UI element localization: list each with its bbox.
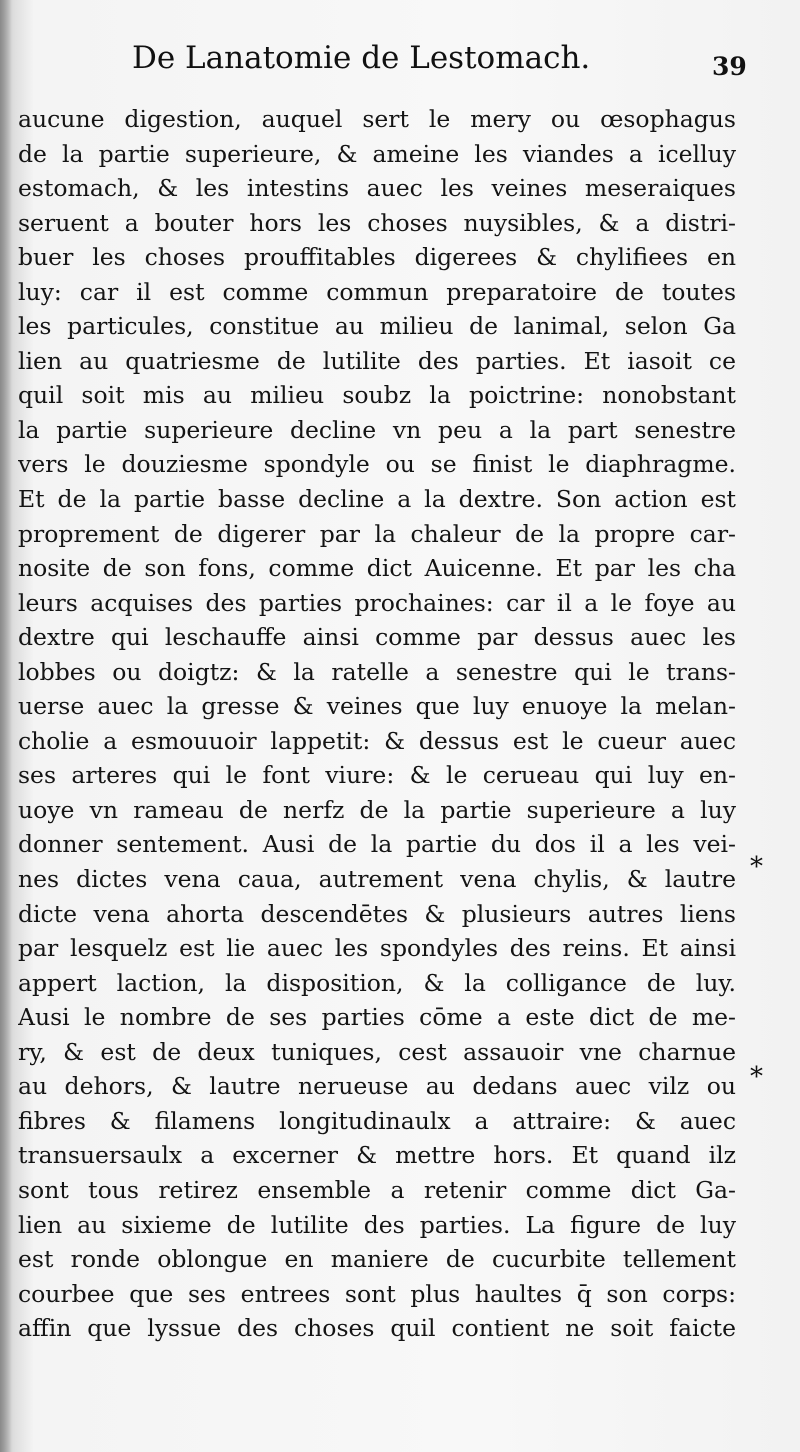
text-line: fibres & filamens longitudinaulx a attraire: & auec xyxy=(18,1106,736,1135)
text-line: est ronde oblongue en maniere de cucurbite tellement xyxy=(18,1245,736,1274)
text-line: dicte vena ahorta descendētes & plusieurs autres liens xyxy=(18,899,736,928)
text-line: cholie a esmouuoir lappetit: & dessus est le cueur auec xyxy=(18,726,736,755)
text-line: sont tous retirez ensemble a retenir comme dict Ga- xyxy=(18,1175,736,1204)
text-line: leurs acquises des parties prochaines: car il a le foye au xyxy=(18,588,736,617)
text-line: Ausi le nombre de ses parties cōme a este dict de me- xyxy=(18,1003,736,1032)
text-line: la partie superieure decline vn peu a la part senestre xyxy=(18,415,736,444)
text-line: les particules, constitue au milieu de lanimal, selon Ga xyxy=(18,312,736,341)
text-line: Et de la partie basse decline a la dextre. Son action est xyxy=(18,485,736,514)
text-line: lien au quatriesme de lutilite des parties. Et iasoit ce xyxy=(18,346,736,375)
text-line: au dehors, & lautre nerueuse au dedans auec vilz ou xyxy=(18,1072,736,1101)
text-line: uerse auec la gresse & veines que luy enuoye la melan- xyxy=(18,692,736,721)
text-line: luy: car il est comme commun preparatoire de toutes xyxy=(18,277,736,306)
text-line: lobbes ou doigtz: & la ratelle a senestre qui le trans- xyxy=(18,657,736,686)
margin-asterisk-mark: * xyxy=(750,1062,763,1092)
text-line: par lesquelz est lie auec les spondyles des reins. Et ainsi xyxy=(18,934,736,963)
body-text-block xyxy=(18,102,736,1346)
text-line: quil soit mis au milieu soubz la poictrine: nonobstant xyxy=(18,381,736,410)
text-line: buer les choses prouffitables digerees & chylifiees en xyxy=(18,243,736,272)
text-line: lien au sixieme de lutilite des parties. La figure de luy xyxy=(18,1210,736,1239)
page-number: 39 xyxy=(712,52,747,81)
text-line: ses arteres qui le font viure: & le cerueau qui luy en- xyxy=(18,761,736,790)
text-line: vers le douziesme spondyle ou se finist le diaphragme. xyxy=(18,450,736,479)
text-line: courbee que ses entrees sont plus haultes q̄ son corps: xyxy=(18,1279,736,1308)
margin-asterisk-mark: * xyxy=(750,852,763,882)
text-line: ry, & est de deux tuniques, cest assauoir vne charnue xyxy=(18,1037,736,1066)
text-line: transuersaulx a excerner & mettre hors. Et quand ilz xyxy=(18,1141,736,1170)
text-line: proprement de digerer par la chaleur de la propre car- xyxy=(18,519,736,548)
text-line: aucune digestion, auquel sert le mery ou œsophagus xyxy=(18,105,736,133)
running-title: De Lanatomie de Lestomach. xyxy=(132,40,591,76)
text-line: uoye vn rameau de nerfz de la partie superieure a luy xyxy=(18,795,736,824)
text-line: nes dictes vena caua, autrement vena chylis, & lautre xyxy=(18,865,736,894)
text-line: nosite de son fons, comme dict Auicenne. Et par les cha xyxy=(18,554,736,583)
text-line: estomach, & les intestins auec les veines meseraiques xyxy=(18,174,736,203)
page-gutter-shadow xyxy=(0,0,12,1452)
text-line: seruent a bouter hors les choses nuysibles, & a distri- xyxy=(18,208,736,237)
text-line: dextre qui leschauffe ainsi comme par dessus auec les xyxy=(18,623,736,652)
text-line: de la partie superieure, & ameine les viandes a icelluy xyxy=(18,139,736,168)
text-line: affin que lyssue des choses quil contient ne soit faicte xyxy=(18,1314,736,1343)
text-line: appert laction, la disposition, & la colligance de luy. xyxy=(18,968,736,997)
text-line: donner sentement. Ausi de la partie du dos il a les vei- xyxy=(18,830,736,859)
